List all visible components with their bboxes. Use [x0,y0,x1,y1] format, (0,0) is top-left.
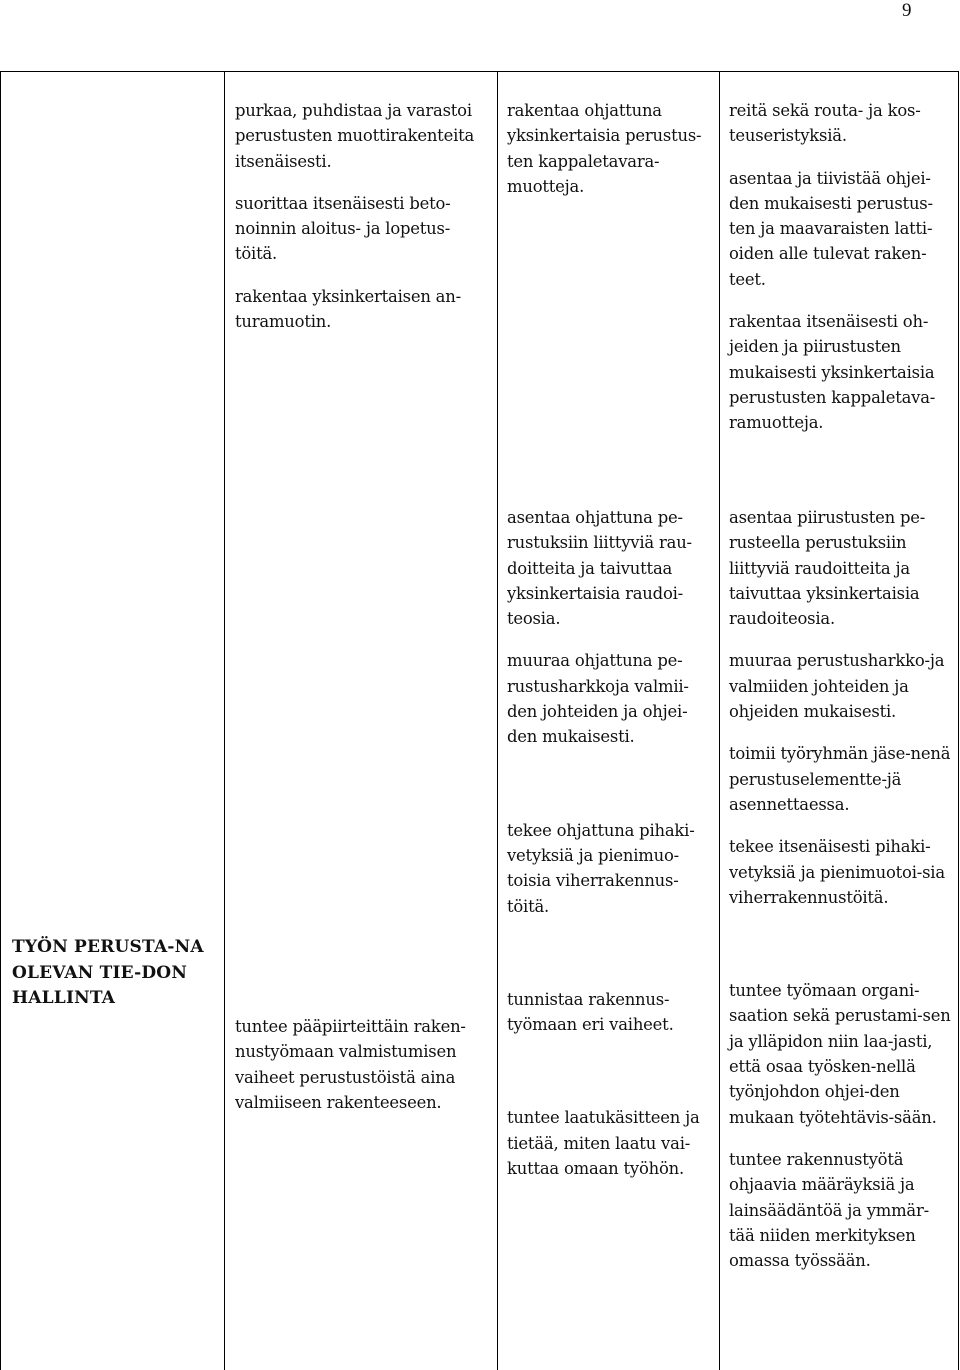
criterion-text: tekee itsenäisesti pihaki-vetyksiä ja pienimuotoi-sia viherrakennustöitä. [729,837,945,907]
column-divider-3 [719,71,720,1370]
criterion-text: asentaa ohjattuna pe-rustuksiin liittyviä rau-doitteita ja taivuttaa yksinkertaisia raudoi-teosia. [507,508,692,629]
criterion-text: rakentaa yksinkertaisen an-turamuotin. [235,286,461,332]
row2-col3-cell [507,505,707,1198]
criterion-text: muuraa perustusharkko-ja valmiiden johteiden ja ohjeiden mukaisesti. [729,651,945,722]
criterion-text: asentaa piirustusten pe-rusteella perustuksiin liittyviä raudoitteita ja taivuttaa yksinkertaisia raudoiteosia. [729,508,926,629]
criterion-text: tunnistaa rakennus-työmaan eri vaiheet. [507,989,674,1035]
criterion-text: tuntee työmaan organi-saation sekä perustami-sen ja ylläpidon niin laa-jasti, että osaa työsken-nellä työnjohdon ohjei-den mukaan työtehtävis-sään. [729,981,951,1127]
row2-col2-cell [235,1014,483,1132]
table-left-border [0,71,1,1370]
criterion-text: muuraa ohjattuna pe-rustusharkkoja valmii-den johteiden ja ohjei-den mukaisesti. [507,651,689,747]
section-heading: TYÖN PERUSTA-NA OLEVAN TIE-DON HALLINTA [12,937,204,1008]
page-number: 9 [902,0,912,21]
row1-col2-cell [235,98,480,351]
criterion-text: tekee ohjattuna pihaki-vetyksiä ja pienimuo-toisia viherrakennus-töitä. [507,820,695,916]
criterion-text: purkaa, puhdistaa ja varastoi perustusten muottirakenteita itsenäisesti. [235,101,475,171]
criterion-text: rakentaa itsenäisesti oh-jeiden ja piirustusten mukaisesti yksinkertaisia perustusten kappaletava-ramuotteja. [729,312,936,433]
column-divider-1 [224,71,225,1370]
row1-col3-cell [507,98,707,216]
row1-col4-cell [729,98,951,453]
criterion-text: tuntee pääpiirteittäin raken-nustyömaan valmistumisen vaiheet perustustöistä aina valmiiseen rakenteeseen. [235,1017,466,1112]
criterion-text: reitä sekä routa- ja kos-teuseristyksiä. [729,101,921,146]
column-divider-2 [497,71,498,1370]
table-right-border [958,71,959,1370]
criterion-text: tuntee rakennustyötä ohjaavia määräyksiä ja lainsäädäntöä ja ymmär-tää niiden merkityksen omassa työssään. [729,1149,929,1271]
row2-col4-cell [729,505,951,1290]
table-top-border [0,71,959,72]
criterion-text: asentaa ja tiivistää ohjei-den mukaisesti perustus-ten ja maavaraisten latti-oiden alle tulevat raken-teet. [729,168,933,289]
criterion-text: toimii työryhmän jäse-nenä perustuselementte-jä asennettaessa. [729,744,951,814]
criterion-text: tuntee laatukäsitteen ja tietää, miten laatu vai-kuttaa omaan työhön. [507,1108,700,1179]
criterion-text: suorittaa itsenäisesti beto-noinnin aloitus- ja lopetus-töitä. [235,193,451,264]
criterion-text: rakentaa ohjattuna yksinkertaisia perustus-ten kappaletavara-muotteja. [507,101,702,196]
